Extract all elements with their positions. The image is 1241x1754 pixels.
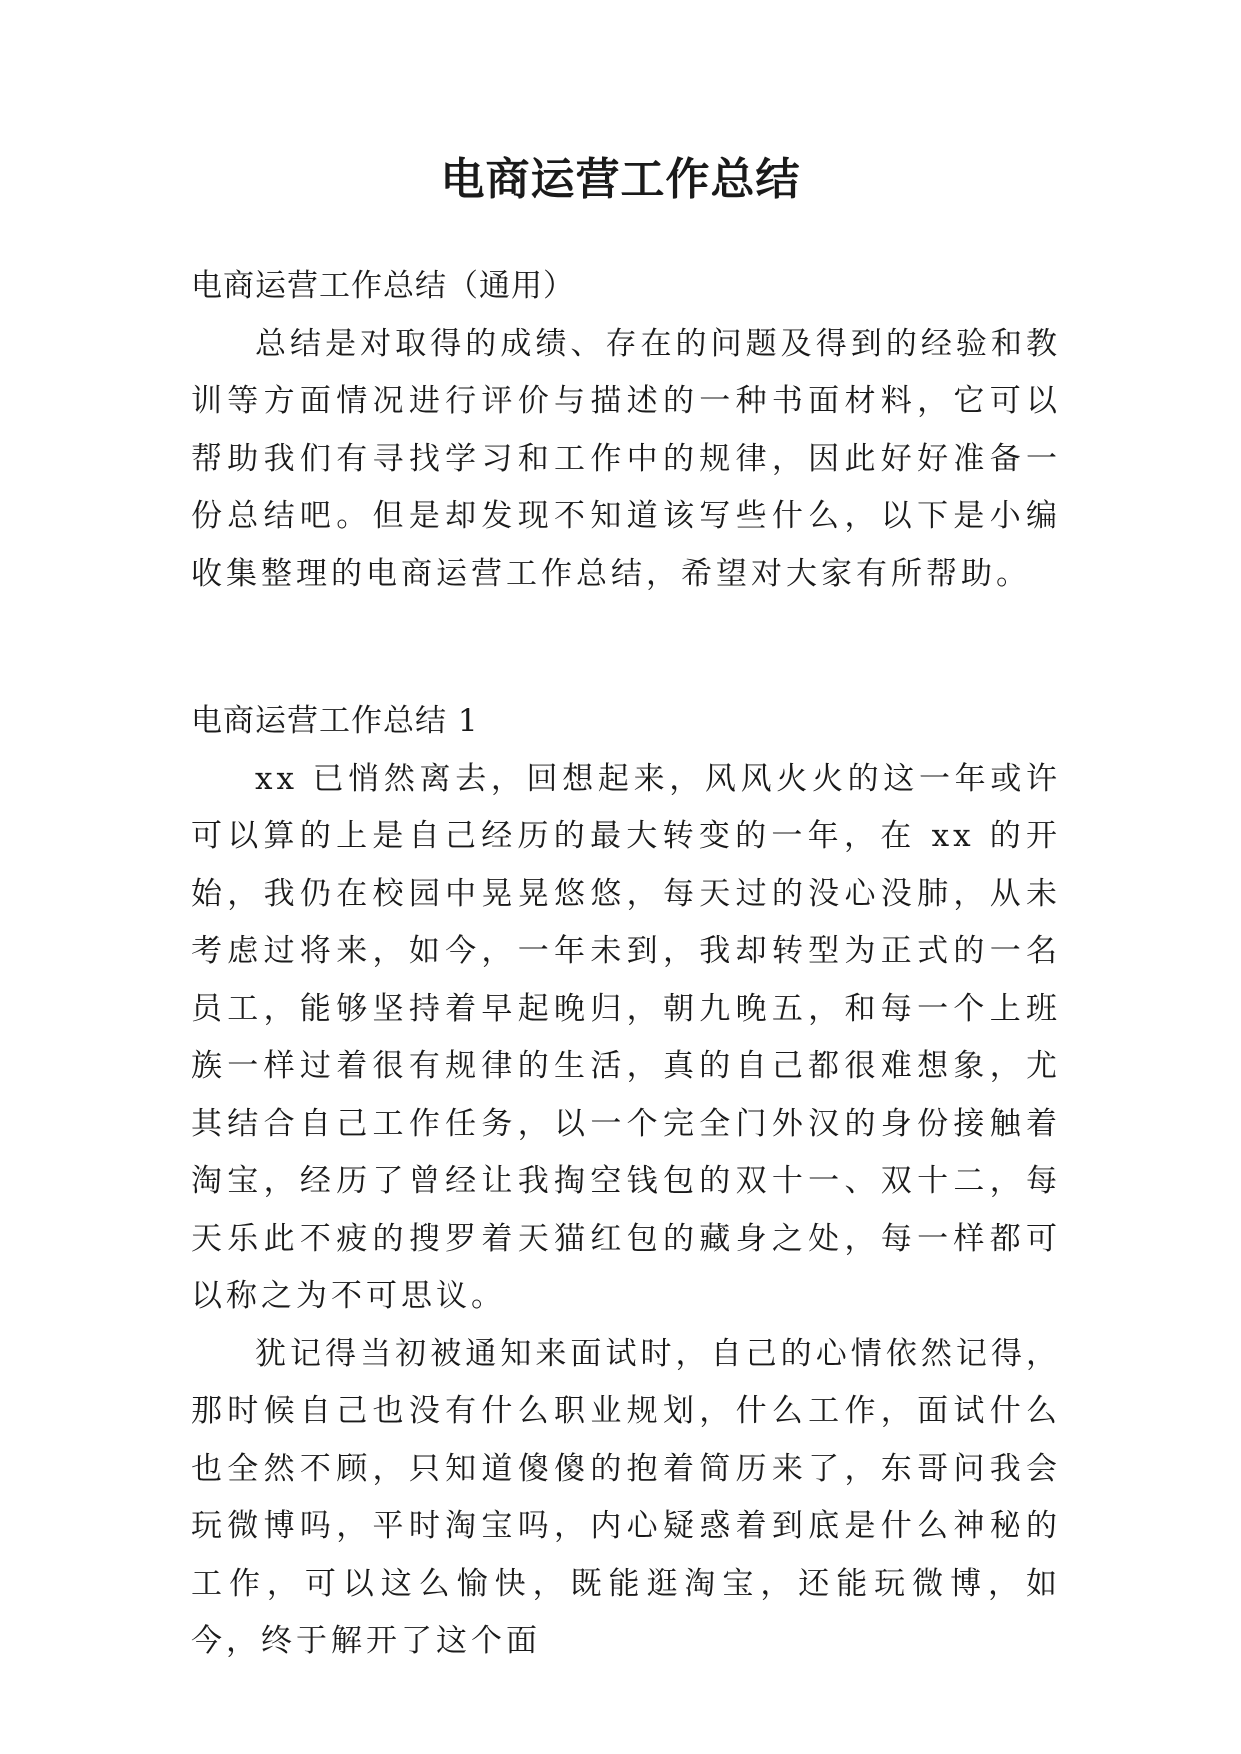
document-subtitle: 电商运营工作总结（通用） [191,268,575,304]
section-heading: 电商运营工作总结 1 [191,703,479,739]
body-paragraph: 犹记得当初被通知来面试时，自己的心情依然记得，那时候自己也没有什么职业规划，什么工作，面试什么也全然不顾，只知道傻傻的抱着简历来了，东哥问我会玩微博吗，平时淘宝吗，内心疑惑着到底是什么神秘的工作，可以这么愉快，既能逛淘宝，还能玩微博，如今，终于解开了这个面 [191,1335,1061,1659]
document-body [191,258,1061,1671]
section-spacer [191,603,1061,693]
document-title: 电商运营工作总结 [440,154,801,205]
body-paragraph: xx 已悄然离去，回想起来，风风火火的这一年或许可以算的上是自己经历的最大转变的一年，在 xx 的开始，我仍在校园中晃晃悠悠，每天过的没心没肺，从未考虑过将来，如今，一年未到，我却转型为正式的一名员工，能够坚持着早起晚归，朝九晚五，和每一个上班族一样过着很有规律的生活，真的自己都很难想象，尤其结合自己工作任务，以一个完全门外汉的身份接触着淘宝，经历了曾经让我掏空钱包的双十一、双十二，每天乐此不疲的搜罗着天猫红包的藏身之处，每一样都可以称之为不可思议。 [191,760,1061,1314]
intro-paragraph: 总结是对取得的成绩、存在的问题及得到的经验和教训等方面情况进行评价与描述的一种书面材料，它可以帮助我们有寻找学习和工作中的规律，因此好好准备一份总结吧。但是却发现不知道该写些什么，以下是小编收集整理的电商运营工作总结，希望对大家有所帮助。 [191,325,1061,592]
